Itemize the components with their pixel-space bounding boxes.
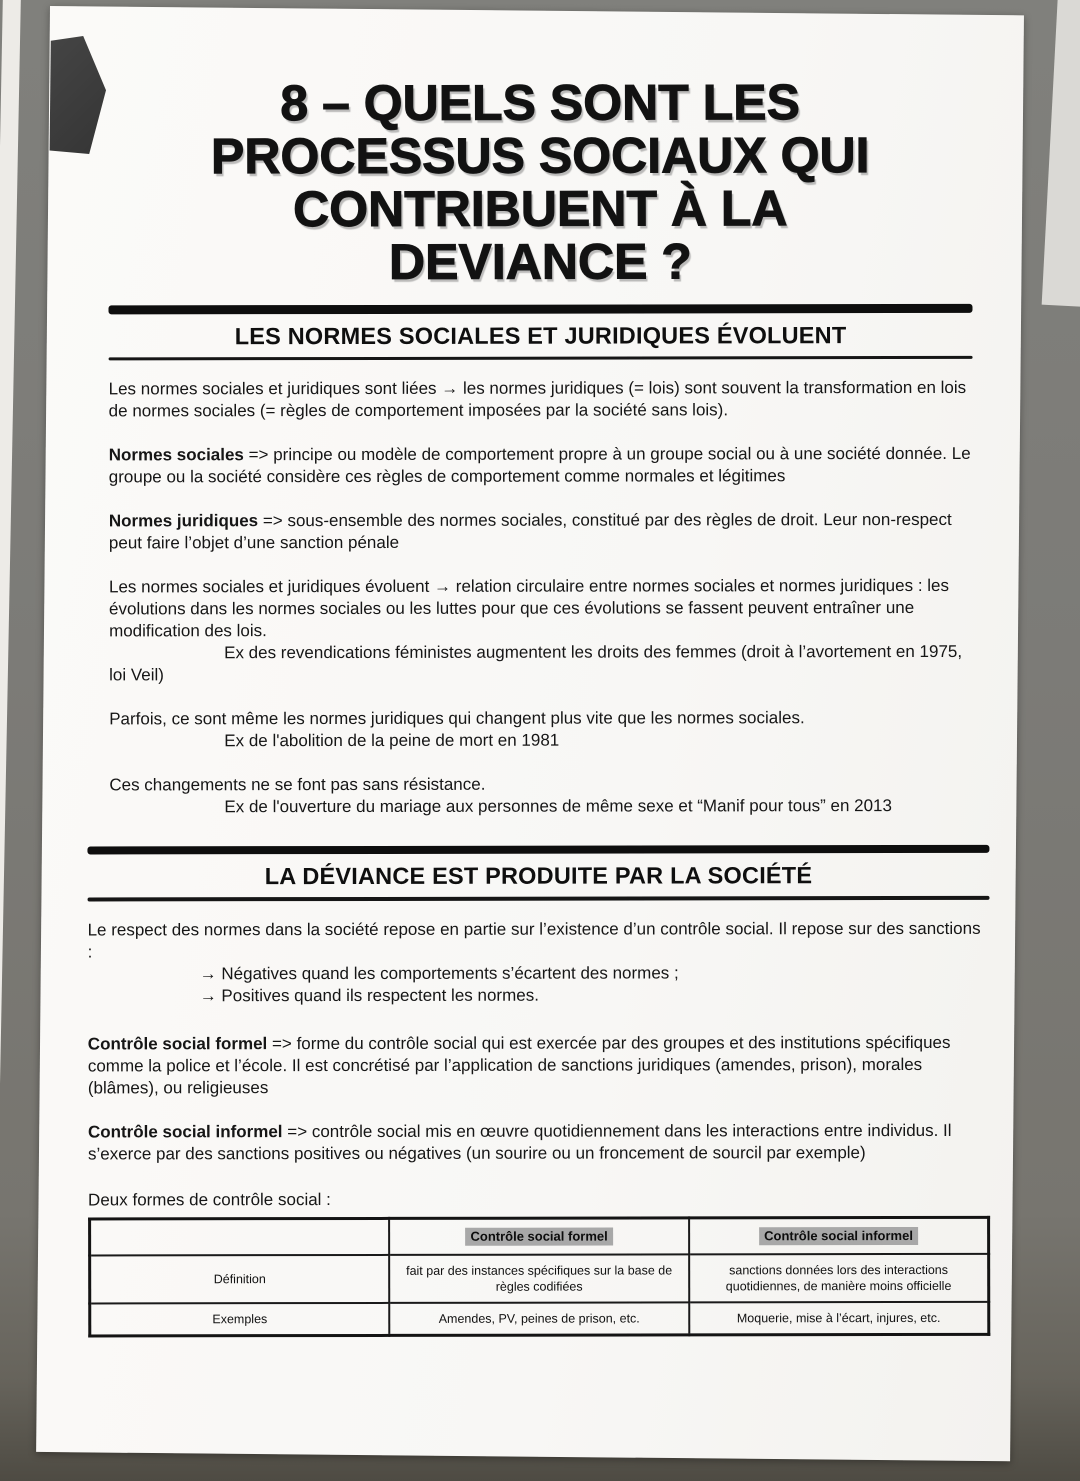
table-header-informel bbox=[689, 1217, 989, 1254]
paragraph-normes-liees: Les normes sociales et juridiques sont liées → les normes juridiques (= lois) sont souvent la transformation en lois de normes sociales (= règles de comportement imposées par la société sans lois). bbox=[108, 377, 967, 421]
cell-definition-formel: fait par des instances spécifiques sur la base de règles codifiées bbox=[389, 1254, 689, 1303]
page-title bbox=[108, 76, 972, 290]
example-abolition-peine-mort: Ex de l'abolition de la peine de mort en 1981 bbox=[224, 730, 560, 751]
comparison-table bbox=[88, 1216, 990, 1338]
section2-rule-bottom bbox=[88, 896, 990, 902]
term-controle-formel: Contrôle social formel bbox=[87, 1034, 268, 1054]
cell-definition-informel: sanctions données lors des interactions quotidiennes, de manière moins officielle bbox=[689, 1254, 989, 1303]
bullet-sanctions-positives: → Positives quand ils respectent les normes. bbox=[199, 985, 539, 1006]
table-header-informel-label: Contrôle social informel bbox=[759, 1227, 918, 1245]
paragraph-evolution-normes: Les normes sociales et juridiques évoluent → relation circulaire entre normes sociales et normes juridiques : les évolutions dans les normes sociales ou les luttes pour que ces évolutions se fassent peuvent entraîner une modification des lois. bbox=[108, 575, 950, 641]
row-label-exemples: Exemples bbox=[90, 1303, 390, 1336]
page-title-line-3: CONTRIBUENT À LA bbox=[293, 180, 788, 238]
table-header-formel-label: Contrôle social formel bbox=[465, 1228, 612, 1246]
section1-heading: LES NORMES SOCIALES ET JURIDIQUES ÉVOLUENT bbox=[234, 322, 847, 350]
section1-rule-bottom bbox=[109, 356, 973, 361]
table-row-definition bbox=[90, 1254, 989, 1304]
example-mariage-meme-sexe: Ex de l'ouverture du mariage aux personnes de même sexe et “Manif pour tous” en 2013 bbox=[224, 796, 892, 817]
cell-exemples-informel: Moquerie, mise à l’écart, injures, etc. bbox=[689, 1302, 989, 1335]
paragraph-resistance: Ces changements ne se font pas sans résistance. bbox=[109, 774, 486, 795]
comparison-table-wrap bbox=[88, 1216, 990, 1338]
table-header-formel bbox=[389, 1218, 689, 1255]
section2 bbox=[87, 845, 990, 1338]
paragraph-controle-formel bbox=[88, 1032, 990, 1100]
definition-controle-informel: => contrôle social mis en œuvre quotidiennement dans les interactions entre individus. Il s’exerce par des sanctions positives ou négatives (un sourire ou un froncement de sourcil par exemple) bbox=[87, 1120, 952, 1164]
paragraph-controle-social: Le respect des normes dans la société repose en partie sur l’existence d’un contrôle social. Il repose sur des sanctions : bbox=[87, 918, 981, 962]
row-label-definition: Définition bbox=[90, 1255, 390, 1304]
section2-heading: LA DÉVIANCE EST PRODUITE PAR LA SOCIÉTÉ bbox=[264, 862, 813, 890]
table-header-row bbox=[90, 1217, 989, 1255]
page-title-line-1: 8 – QUELS SONT LES bbox=[280, 74, 800, 132]
page-title-line-4: DEVIANCE ? bbox=[388, 233, 692, 290]
definition-normes-juridiques: => sous-ensemble des normes sociales, constitué par des règles de droit. Leur non-respect peut faire l’objet d’une sanction pénale bbox=[108, 509, 952, 553]
definition-normes-sociales: => principe ou modèle de comportement propre à un groupe social ou à une société donnée. Le groupe ou la société considère ces règles de comportement comme normales et légitimes bbox=[108, 443, 971, 487]
paragraph-normes-juridiques-plus-vite: Parfois, ce sont même les normes juridiques qui changent plus vite que les normes sociales. bbox=[109, 708, 805, 729]
example-revendications-feministes: Ex des revendications féministes augmentent les droits des femmes (droit à l’avortement en 1975, loi Veil) bbox=[109, 641, 963, 685]
paper-sheet bbox=[36, 6, 1024, 1461]
bullet-sanctions-negatives: → Négatives quand les comportements s’écartent des normes ; bbox=[199, 963, 679, 984]
definition-controle-formel: => forme du contrôle social qui est exercée par des groupes et des institutions spécifiques comme la police et l’école. Il est concrétisé par l’application de sanctions juridiques (amendes, prison), morales (blâmes), ou religieuses bbox=[87, 1032, 951, 1098]
table-row-exemples bbox=[90, 1302, 989, 1336]
term-controle-informel: Contrôle social informel bbox=[87, 1122, 283, 1142]
term-normes-sociales: Normes sociales bbox=[108, 445, 244, 465]
page-content bbox=[50, 10, 1026, 1338]
page-title-line-2: PROCESSUS SOCIAUX QUI bbox=[210, 127, 870, 185]
term-normes-juridiques: Normes juridiques bbox=[108, 511, 259, 531]
paragraph-normes-sociales bbox=[109, 443, 973, 489]
paragraph-normes-juridiques bbox=[109, 509, 973, 555]
cell-exemples-formel: Amendes, PV, peines de prison, etc. bbox=[389, 1302, 689, 1335]
table-header-empty bbox=[90, 1218, 390, 1255]
paragraph-controle-informel bbox=[88, 1120, 990, 1166]
paragraph-deux-formes: Deux formes de contrôle social : bbox=[88, 1190, 331, 1210]
